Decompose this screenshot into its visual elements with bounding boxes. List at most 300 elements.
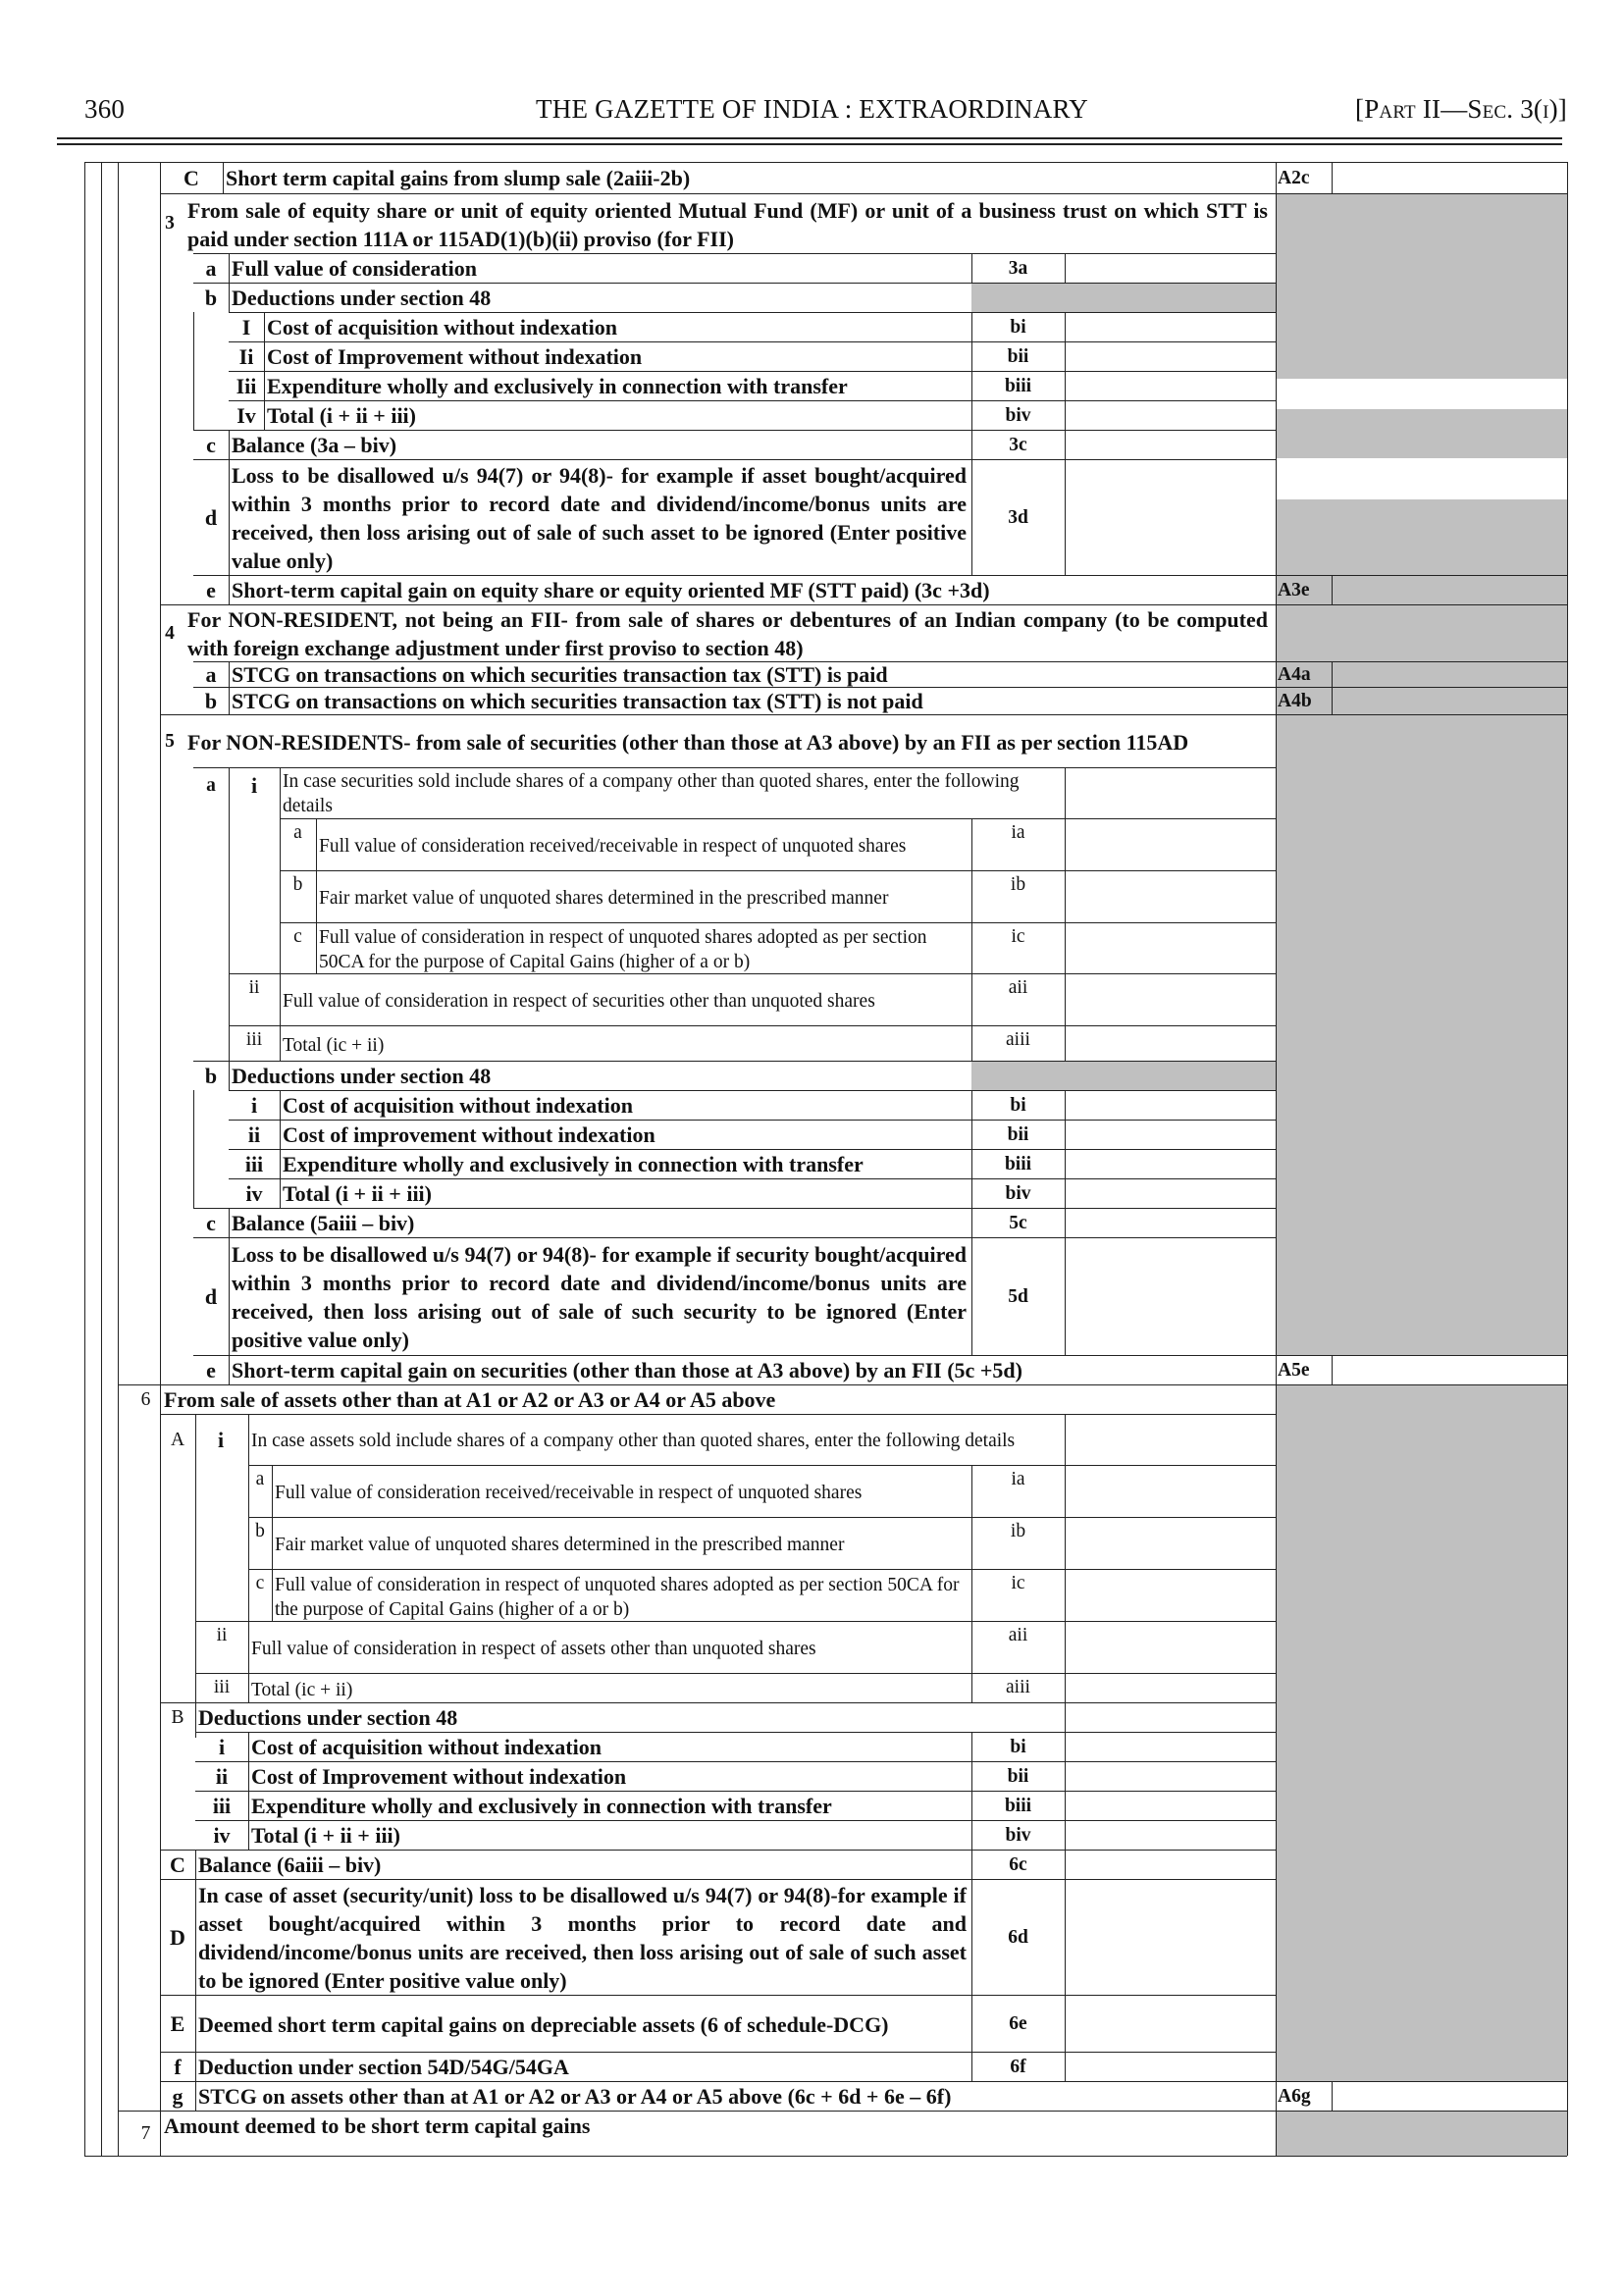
row-code xyxy=(971,820,1065,844)
cell-border xyxy=(971,1149,972,1178)
row-code xyxy=(971,1879,1065,1995)
amount-field-r6Aic[interactable] xyxy=(1067,1571,1274,1619)
amount-field-r3biii[interactable] xyxy=(1067,373,1274,398)
row-letter xyxy=(229,1027,280,1051)
row-letter-value: D xyxy=(170,1924,185,1950)
row-label-value: Full value of consideration in respect of securities other than unquoted shares xyxy=(283,991,875,1012)
amount-field-r6Biv[interactable] xyxy=(1067,1822,1274,1848)
cell-border xyxy=(1276,312,1277,341)
row-letter xyxy=(193,1237,229,1355)
row-label-value: Balance (6aiii – biv) xyxy=(198,1852,382,1877)
row-code-value: biii xyxy=(1004,1795,1032,1816)
row-letter xyxy=(229,400,264,430)
row-code-value: biii xyxy=(1004,1153,1032,1174)
row-label xyxy=(283,1027,967,1063)
row-label-value: Cost of acquisition without indexation xyxy=(283,1092,633,1118)
cell-border xyxy=(316,922,317,973)
amount-field-r5bi[interactable] xyxy=(1067,1092,1274,1118)
cell-border xyxy=(1276,400,1277,430)
row-label xyxy=(267,312,967,341)
row-code-value: ib xyxy=(1010,873,1026,895)
cell-border xyxy=(1065,1850,1066,1879)
row-letter-value: B xyxy=(171,1706,184,1728)
row-label xyxy=(275,1571,967,1623)
row-label-value: Fair market value of unquoted shares determined in the prescribed manner xyxy=(319,888,889,909)
gazette-title: THE GAZETTE OF INDIA : EXTRAORDINARY xyxy=(536,94,1088,124)
amount-field-r3bi[interactable] xyxy=(1067,314,1274,339)
shaded-block-7 xyxy=(1276,2111,1567,2156)
row-code xyxy=(971,1090,1065,1120)
row-sub-letter-value: i xyxy=(217,1427,225,1452)
cell-border xyxy=(1276,2052,1277,2081)
cell-border xyxy=(1065,1090,1066,1120)
row-label-value: Full value of consideration in respect of assets other than unquoted shares xyxy=(251,1639,816,1659)
section-heading xyxy=(187,194,1268,254)
row-label xyxy=(251,1820,967,1850)
row-label xyxy=(198,2081,1273,2111)
cell-border xyxy=(229,283,230,312)
cell-border xyxy=(1276,1791,1277,1820)
row-letter-value: C xyxy=(170,1852,185,1877)
row-label-value: Fair market value of unquoted shares determined in the prescribed manner xyxy=(275,1535,845,1555)
cell-border xyxy=(280,767,281,818)
row-label xyxy=(198,1880,967,1996)
row-code-value: bi xyxy=(1010,1736,1026,1757)
row-code xyxy=(971,975,1065,999)
amount-field-r5d[interactable] xyxy=(1067,1239,1274,1353)
cell-border xyxy=(280,922,1276,923)
row-letter xyxy=(229,975,280,999)
cell-border xyxy=(1276,1879,1277,1995)
cell-border xyxy=(193,312,194,430)
cell-border xyxy=(971,371,972,400)
cell-border xyxy=(229,687,230,714)
amount-field-r3biv[interactable] xyxy=(1067,402,1274,428)
row-label-value: Full value of consideration in respect of unquoted shares adopted as per section 50CA for the purpose of Capital Gains (higher of a or b) xyxy=(319,927,927,972)
row-label-value: Cost of Improvement without indexation xyxy=(267,343,643,369)
section-number-value: 6 xyxy=(140,1388,151,1410)
cell-border xyxy=(1332,661,1333,687)
row-label-value: Expenditure wholly and exclusively in connection with transfer xyxy=(251,1793,832,1818)
row-letter xyxy=(280,872,316,896)
cell-border xyxy=(229,1237,230,1355)
row-letter-value: i xyxy=(218,1734,226,1759)
row-letter-value: a xyxy=(293,821,302,843)
section-number xyxy=(160,604,180,661)
cell-border xyxy=(1276,459,1277,575)
row-letter-value: Iii xyxy=(236,373,257,398)
row-letter xyxy=(193,1061,229,1090)
row-label-value: In case securities sold include shares of a company other than quoted shares, enter the following details xyxy=(283,771,1020,816)
row-letter-value: g xyxy=(172,2083,183,2109)
row-letter xyxy=(160,1995,195,2052)
cell-border xyxy=(971,870,972,922)
row-code xyxy=(971,1995,1065,2052)
cell-border xyxy=(1276,1850,1277,1879)
cell-border xyxy=(84,162,85,2156)
row-letter xyxy=(229,1090,280,1120)
cell-border xyxy=(195,1995,196,2052)
cell-border xyxy=(195,1850,196,1879)
cell-border xyxy=(1065,1761,1066,1791)
cell-border xyxy=(272,1517,273,1569)
cell-border xyxy=(971,1761,972,1791)
row-letter-value: b xyxy=(292,873,303,895)
cell-border xyxy=(229,575,230,604)
row-letter xyxy=(193,661,229,687)
amount-field-r6Ai[interactable] xyxy=(1067,1416,1274,1463)
amount-field-r3e[interactable] xyxy=(1334,577,1565,602)
cell-border xyxy=(1276,1820,1277,1850)
page-number: 360 xyxy=(84,94,126,124)
row-label-value: Loss to be disallowed u/s 94(7) or 94(8)- for example if asset bought/acquired within 3 months prior to record date and dividend/income/bonus units are received, then loss arising out of sale of such asset to be ignored (Enter positive value only) xyxy=(232,463,967,573)
cell-border xyxy=(280,818,1276,819)
cell-border xyxy=(248,1465,1276,1466)
cell-border xyxy=(971,973,972,1025)
row-letter-value: c xyxy=(293,925,302,947)
cell-border xyxy=(971,818,972,870)
cell-border xyxy=(971,1569,972,1621)
cell-border xyxy=(971,1791,972,1820)
row-code xyxy=(971,1761,1065,1791)
row-code-value: biv xyxy=(1005,1182,1031,1204)
row-label xyxy=(198,2052,967,2081)
row-letter-value: b xyxy=(255,1520,265,1541)
cell-border xyxy=(971,1820,972,1850)
row-label xyxy=(319,820,967,872)
amount-field-r3d[interactable] xyxy=(1067,461,1274,573)
amount-field-r5aia[interactable] xyxy=(1067,820,1274,868)
section-number xyxy=(160,193,180,253)
cell-border xyxy=(1065,1732,1066,1761)
row-letter xyxy=(160,1414,195,1465)
row-label-value: Deductions under section 48 xyxy=(232,1063,492,1088)
cell-border xyxy=(280,973,281,1025)
cell-border xyxy=(229,1025,1276,1026)
row-letter-value: c xyxy=(206,1210,216,1235)
cell-border xyxy=(84,2156,1567,2157)
row-code-value: aii xyxy=(1008,976,1028,998)
amount-field-r5c[interactable] xyxy=(1067,1210,1274,1235)
row-letter xyxy=(193,283,229,312)
row-label xyxy=(283,1178,967,1208)
cell-border xyxy=(272,1569,273,1621)
row-label-value: Total (i + ii + iii) xyxy=(267,402,416,428)
amount-field-r6Bi[interactable] xyxy=(1067,1734,1274,1759)
cell-border xyxy=(1276,1761,1277,1791)
amount-field-r6Aiii[interactable] xyxy=(1067,1675,1274,1700)
row-label-value: Deductions under section 48 xyxy=(232,285,492,310)
cell-border xyxy=(971,253,972,283)
row-code-value: A3e xyxy=(1278,579,1310,600)
row-code-value: ic xyxy=(1011,1572,1025,1593)
row-letter xyxy=(229,312,264,341)
amount-field-r5aiii[interactable] xyxy=(1067,1027,1274,1059)
row-letter xyxy=(229,371,264,400)
cell-border xyxy=(971,1465,972,1517)
cell-border xyxy=(1276,1061,1277,1090)
row-letter xyxy=(248,1519,272,1542)
cell-border xyxy=(280,870,1276,871)
row-letter-value: e xyxy=(206,1357,216,1382)
row-letter xyxy=(160,2081,195,2111)
amount-field-r5aii[interactable] xyxy=(1067,975,1274,1023)
row-label xyxy=(251,1791,967,1820)
row-letter xyxy=(160,1702,195,1732)
row-code xyxy=(971,1519,1065,1542)
row-label-value: Short term capital gains from slump sale (2aiii-2b) xyxy=(226,165,691,190)
cell-border xyxy=(280,818,281,973)
amount-field-r3bii[interactable] xyxy=(1067,343,1274,369)
cell-border xyxy=(1065,371,1066,400)
amount-field-r5biv[interactable] xyxy=(1067,1180,1274,1206)
amount-field-r5e[interactable] xyxy=(1334,1357,1565,1382)
amount-field-r3c[interactable] xyxy=(1067,432,1274,457)
amount-field-r4b[interactable] xyxy=(1334,689,1565,712)
row-letter xyxy=(195,1761,248,1791)
cell-border xyxy=(195,2081,196,2111)
section-number-value: 7 xyxy=(140,2122,151,2144)
row-label xyxy=(251,1623,967,1675)
row-code xyxy=(1278,2081,1330,2111)
row-letter xyxy=(195,1623,248,1646)
row-label xyxy=(267,400,967,430)
cell-border xyxy=(1332,2081,1333,2111)
row-letter-value: b xyxy=(204,285,218,310)
row-label xyxy=(283,1120,967,1149)
row-letter-value: a xyxy=(205,255,217,281)
cell-border xyxy=(229,767,230,1061)
shaded-block-6 xyxy=(1276,1384,1567,2081)
cell-border xyxy=(971,1237,972,1355)
row-code xyxy=(971,253,1065,283)
row-label-value: Full value of consideration xyxy=(232,255,477,281)
row-code-value: aii xyxy=(1008,1624,1028,1645)
row-label xyxy=(232,575,1273,604)
row-letter xyxy=(193,430,229,459)
amount-field-r5bii[interactable] xyxy=(1067,1121,1274,1147)
row-label-value: Deductions under section 48 xyxy=(198,1704,458,1730)
row-letter xyxy=(193,575,229,604)
row-letter xyxy=(229,1178,280,1208)
cell-border xyxy=(1065,430,1066,459)
row-code-value: 3a xyxy=(1008,257,1028,279)
row-code xyxy=(971,371,1065,400)
cell-border xyxy=(971,430,972,459)
cell-border xyxy=(248,1414,249,1465)
row-label xyxy=(251,1761,967,1791)
row-code xyxy=(971,1675,1065,1698)
amount-field-r2c[interactable] xyxy=(1334,164,1565,191)
row-letter-value: ii xyxy=(248,976,260,998)
row-label-value: Expenditure wholly and exclusively in connection with transfer xyxy=(283,1151,864,1176)
cell-border xyxy=(1276,1995,1277,2052)
row-code-value: 3c xyxy=(1009,434,1027,455)
cell-border xyxy=(971,400,972,430)
row-label-value: Total (i + ii + iii) xyxy=(251,1822,400,1848)
row-code xyxy=(971,1623,1065,1646)
row-label-value: STCG on assets other than at A1 or A2 or A3 or A4 or A5 above (6c + 6d + 6e – 6f) xyxy=(198,2083,952,2109)
row-letter xyxy=(193,1355,229,1384)
row-label xyxy=(251,1675,967,1704)
cell-border xyxy=(1065,400,1066,430)
amount-field-r6g[interactable] xyxy=(1334,2083,1565,2109)
row-label-value: STCG on transactions on which securities transaction tax (STT) is not paid xyxy=(232,688,923,713)
cell-border xyxy=(971,1850,972,1879)
row-letter-value: f xyxy=(174,2054,182,2079)
row-code-value: biii xyxy=(1004,375,1032,396)
amount-field-r4a[interactable] xyxy=(1334,663,1565,685)
row-label-value: Short-term capital gain on equity share or equity oriented MF (STT paid) (3c +3d) xyxy=(232,577,990,602)
amount-field-r6Biii[interactable] xyxy=(1067,1793,1274,1818)
row-label xyxy=(198,1996,967,2053)
row-code-value: ib xyxy=(1010,1520,1026,1541)
section-heading xyxy=(164,2111,1270,2140)
row-code xyxy=(971,430,1065,459)
row-label xyxy=(226,162,1273,193)
row-code-value: A6g xyxy=(1278,2085,1311,2107)
cell-border xyxy=(1065,1120,1066,1149)
cell-border xyxy=(1276,604,1277,661)
row-letter-value: iii xyxy=(245,1028,263,1050)
amount-field-r3a[interactable] xyxy=(1067,255,1274,281)
shaded-block-5 xyxy=(1276,499,1567,1355)
row-code xyxy=(1278,687,1330,714)
cell-border xyxy=(971,1178,972,1208)
cell-border xyxy=(229,1355,230,1384)
cell-border xyxy=(248,1820,249,1850)
amount-field-r6Aib[interactable] xyxy=(1067,1519,1274,1567)
cell-border xyxy=(160,193,161,1384)
amount-field-r6f[interactable] xyxy=(1067,2054,1274,2079)
amount-field-r6Aii[interactable] xyxy=(1067,1623,1274,1671)
row-code-value: A2c xyxy=(1278,167,1310,188)
cell-border xyxy=(248,1569,1276,1570)
shaded-3b xyxy=(971,283,1276,312)
row-letter xyxy=(280,820,316,844)
section-number xyxy=(160,714,180,767)
cell-border xyxy=(1276,341,1277,371)
row-label xyxy=(232,1061,969,1090)
row-label-value: Total (i + ii + iii) xyxy=(283,1180,432,1206)
row-letter-value: Ii xyxy=(238,343,254,369)
section-heading xyxy=(187,715,1268,768)
row-code-value: A4b xyxy=(1278,690,1312,711)
row-label-value: Deemed short term capital gains on depreciable assets (6 of schedule-DCG) xyxy=(198,2011,889,2037)
amount-field-r5aib[interactable] xyxy=(1067,872,1274,920)
shaded-block-4 xyxy=(1276,409,1567,458)
cell-border xyxy=(1065,1995,1066,2052)
row-letter-value: c xyxy=(206,432,216,457)
cell-border xyxy=(280,1178,281,1208)
amount-field-r6Aia[interactable] xyxy=(1067,1467,1274,1515)
row-code xyxy=(971,1120,1065,1149)
row-code-value: aiii xyxy=(1006,1028,1030,1050)
cell-border xyxy=(1276,1384,1277,1414)
cell-border xyxy=(1065,1791,1066,1820)
row-letter xyxy=(160,1850,195,1879)
row-label xyxy=(267,341,967,371)
amount-field-r6Bii[interactable] xyxy=(1067,1763,1274,1789)
cell-border xyxy=(160,1414,161,2111)
cell-border xyxy=(1332,575,1333,604)
amount-field-r6E[interactable] xyxy=(1067,1997,1274,2050)
row-label xyxy=(275,1467,967,1519)
row-label-value: Loss to be disallowed u/s 94(7) or 94(8)- for example if security bought/acquired within 3 months prior to record date and dividend/income/bonus units are received, then loss arising out of sale of such security to be ignored (Enter positive value only) xyxy=(232,1242,967,1352)
cell-border xyxy=(316,818,317,870)
row-label xyxy=(232,253,967,283)
amount-field-r6D[interactable] xyxy=(1067,1881,1274,1993)
row-label xyxy=(319,924,967,975)
row-code xyxy=(971,1149,1065,1178)
row-label xyxy=(198,1850,967,1879)
row-code xyxy=(1278,575,1330,604)
section-heading-value: For NON-RESIDENT, not being an FII- from sale of shares or debentures of an Indian company (to be computed with foreign exchange adjustment under first proviso to section 48) xyxy=(187,607,1268,660)
row-label xyxy=(267,371,967,400)
row-code-value: 6e xyxy=(1009,2012,1027,2034)
row-code-value: 6f xyxy=(1010,2056,1026,2077)
cell-border xyxy=(1276,1702,1277,1732)
cell-border xyxy=(160,1414,1276,1415)
row-code xyxy=(971,400,1065,430)
amount-field-r5biii[interactable] xyxy=(1067,1151,1274,1176)
amount-field-r6C[interactable] xyxy=(1067,1852,1274,1877)
row-code xyxy=(971,1850,1065,1879)
row-code-value: bi xyxy=(1010,1094,1026,1116)
cell-border xyxy=(1065,2052,1066,2081)
cell-border xyxy=(1332,162,1333,193)
row-letter xyxy=(193,1208,229,1237)
row-letter xyxy=(160,2052,195,2081)
cell-border xyxy=(280,1025,281,1061)
cell-border xyxy=(1276,253,1277,283)
row-letter-value: iii xyxy=(213,1676,231,1697)
row-label xyxy=(232,1238,967,1356)
amount-field-r5ai[interactable] xyxy=(1067,769,1274,816)
cell-border xyxy=(1065,1879,1066,1995)
row-label xyxy=(232,1208,967,1237)
row-code-value: 6c xyxy=(1009,1853,1027,1875)
cell-border xyxy=(1065,1414,1066,1738)
amount-field-r5aic[interactable] xyxy=(1067,924,1274,971)
row-code-value: bii xyxy=(1007,1123,1029,1145)
row-letter xyxy=(160,162,223,193)
cell-border xyxy=(1065,459,1066,575)
cell-border xyxy=(1065,312,1066,341)
cell-border xyxy=(971,1025,972,1061)
row-label-value: Total (ic + ii) xyxy=(283,1034,385,1056)
cell-border xyxy=(1065,1208,1066,1237)
row-letter-value: I xyxy=(241,314,251,339)
cell-border xyxy=(1332,687,1333,714)
row-label-value: Total (ic + ii) xyxy=(251,1679,353,1700)
row-letter-value: E xyxy=(170,2010,185,2036)
cell-border xyxy=(1276,767,1277,1061)
row-sub-letter xyxy=(195,1414,246,1465)
cell-border xyxy=(229,973,1276,974)
row-code xyxy=(971,1732,1065,1761)
cell-border xyxy=(1276,1237,1277,1355)
row-letter-value: A xyxy=(170,1429,185,1450)
row-letter-value: iv xyxy=(245,1180,263,1206)
row-letter xyxy=(193,767,229,803)
row-code xyxy=(971,2052,1065,2081)
row-label xyxy=(283,1149,967,1178)
cell-border xyxy=(1065,1237,1066,1355)
row-letter-value: iii xyxy=(212,1793,232,1818)
cell-border xyxy=(280,1090,281,1120)
row-label-value: Full value of consideration received/receivable in respect of unquoted shares xyxy=(275,1483,863,1503)
